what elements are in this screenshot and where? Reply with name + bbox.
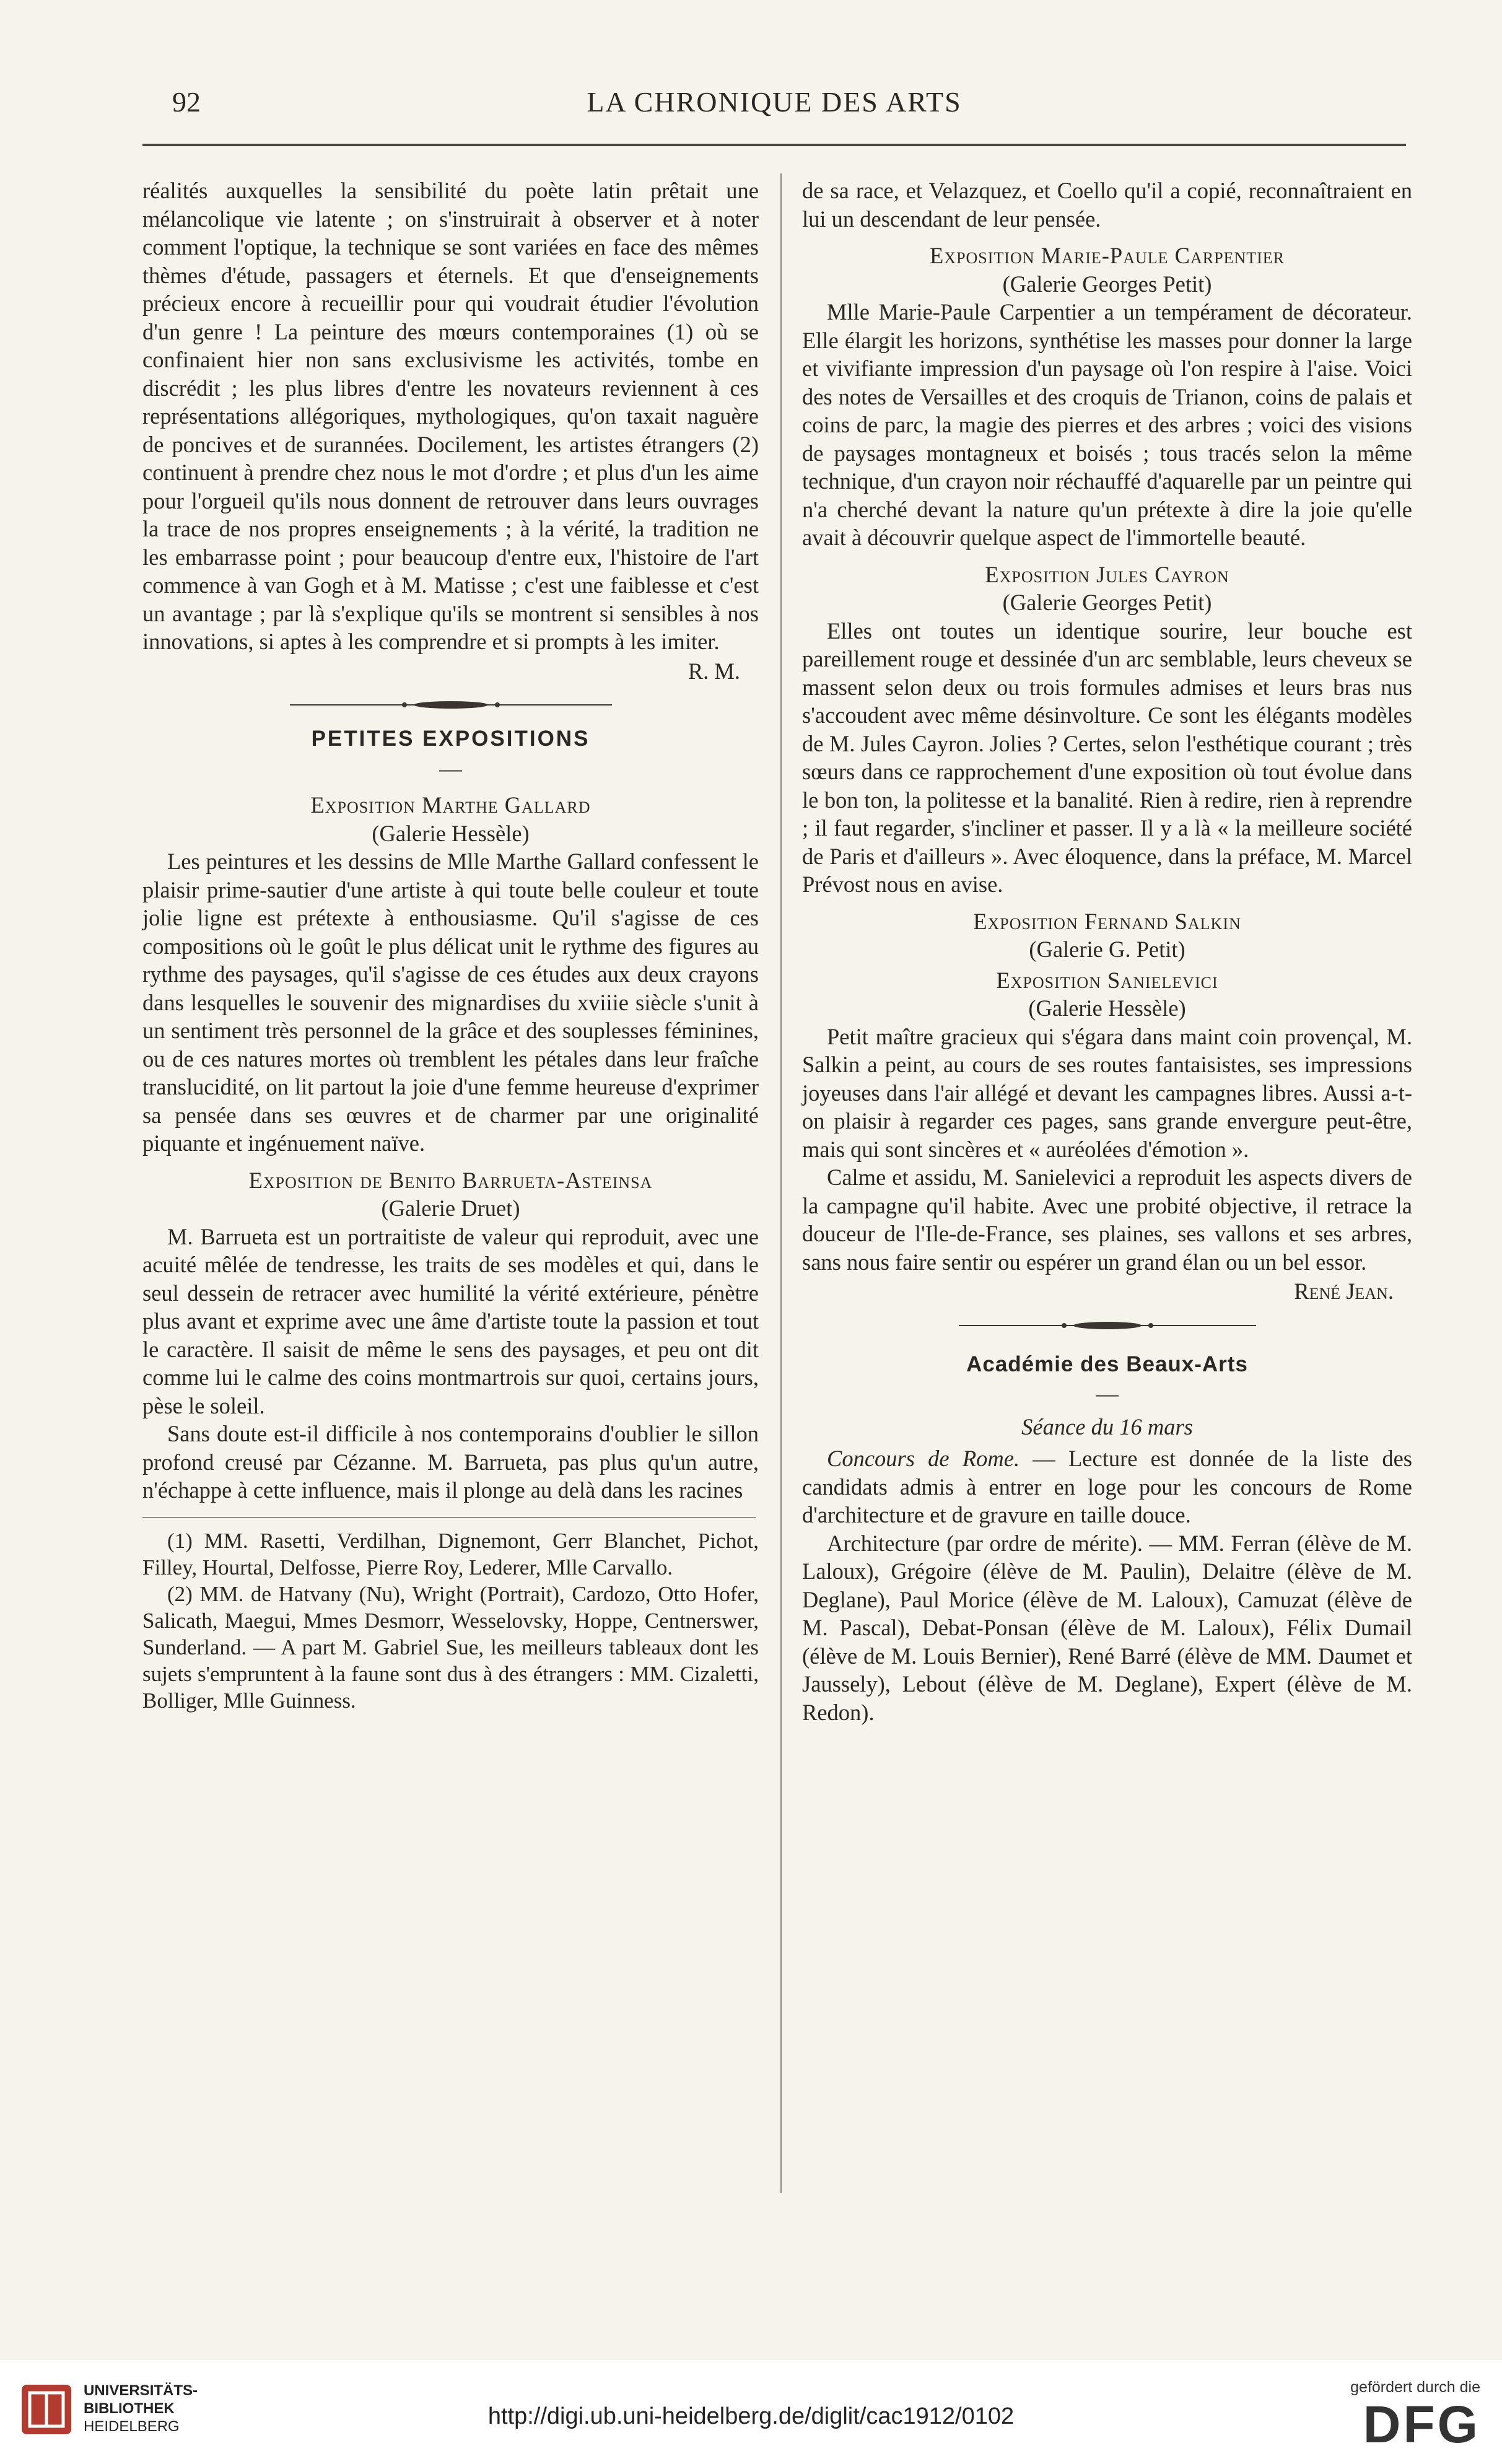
signature-rene-jean: René Jean.: [1294, 1278, 1394, 1304]
concours-paragraph: [802, 1444, 1412, 1529]
gallery-carpentier: (Galerie Georges Petit): [1002, 271, 1212, 297]
text-carpentier: Mlle Marie-Paule Carpentier a un tempérament de décorateur. Elle élargit les horizons, synthétise les masses pour donner la large et vivifiante impression d'un paysage où l'on respire à l'aise. Voici des notes de Versailles et des croquis de Trianon, coins de palais et coins de parc, la magie des pierres et des arbres ; voici des visions de paysages montagneux et boisés ; tous tracés selon la même technique, d'un crayon noir réchauffé d'aquarelle par un peintre qui n'a cherché devant la nature qu'un prétexte à dire la joie qu'elle avait à découvrir quelque aspect de l'immortelle beauté.: [802, 299, 1412, 550]
gallery-sanielevici: (Galerie Hessèle): [1028, 995, 1186, 1021]
seance-date: Séance du 16 mars: [1021, 1413, 1193, 1440]
dfg-logo: DFG: [1363, 2395, 1480, 2453]
gallery-barrueta: (Galerie Druet): [381, 1195, 520, 1221]
academie-dash: —: [1096, 1381, 1119, 1406]
source-url-link[interactable]: http://digi.ub.uni-heidelberg.de/diglit/cac1912/0102: [487, 2403, 1015, 2429]
heading-carpentier: Exposition Marie-Paule Carpentier: [930, 243, 1285, 268]
text-salkin: Petit maître gracieux qui s'égara dans maint coin provençal, M. Salkin a peint, au cours de ses routes fantaisistes, ses impressions joyeuses dans l'air allégé et devant les campagnes libres. Aussi a-t-on plaisir à regarder ces pages, sans grande envergure peut-être, mais qui sont sincères et « auréolées d'émotion ».: [802, 1023, 1412, 1162]
text-barrueta-continued: de sa race, et Velazquez, et Coello qu'il a copié, reconnaîtraient en lui un descendant de leur pensée.: [802, 178, 1412, 232]
left-column: [142, 177, 759, 1714]
text-gallard: Les peintures et les dessins de Mlle Marthe Gallard confessent le plaisir prime-sautier d'une artiste à qui toute belle couleur et toute jolie ligne est prétexte à enthousiasme. Qu'il s'agisse de ces compositions où le goût le plus délicat unit le rythme des figures au rythme des paysages, qu'il s'agisse de ces études aux deux crayons dans lesquelles le souvenir des mignardises du xviiie siècle s'unit à un sentiment très personnel de la grâce et des souplesses féminines, ou de ces natures mortes où tremblent les pétales dans leur fraîche translucidité, on lit partout la joie d'une femme heureuse d'exprimer sa pensée dans ses œuvres et de charmer par une originalité piquante et ingénuement naïve.: [142, 849, 759, 1156]
gallery-salkin: (Galerie G. Petit): [1029, 937, 1185, 962]
section-title-petites-expositions: PETITES EXPOSITIONS: [311, 727, 590, 751]
library-line-3: HEIDELBERG: [84, 2418, 180, 2435]
heading-barrueta: Exposition de Benito Barrueta-Asteinsa: [248, 1167, 653, 1193]
footnote-2: (2) MM. de Hatvany (Nu), Wright (Portrait), Cardozo, Otto Hofer, Salicath, Maegui, Mmes Desmorr, Wesselovsky, Hoppe, Centnerswer, Sunderland. — A part M. Gabriel Sue, les meilleurs tableaux dont les sujets s'empruntent à la faune sont dus à des étrangers : MM. Cizaletti, Bolliger, Mlle Guinness.: [142, 1581, 759, 1713]
right-column: [802, 177, 1412, 1726]
gallery-gallard: (Galerie Hessèle): [372, 820, 530, 846]
column-separator: [780, 173, 782, 2193]
intro-signature: R. M.: [688, 658, 740, 684]
footnote-rule: [142, 1517, 756, 1518]
footnotes: [142, 1527, 759, 1714]
architecture-paragraph: Architecture (par ordre de mérite). — MM. Ferran (élève de M. Laloux), Grégoire (élève de M. Paulin), Delaitre (élève de M. Deglane), Paul Morice (élève de M. Laloux), Camuzat (élève de M. Pascal), Debat-Ponsan (élève de M. Laloux), Félix Dumail (élève de M. Louis Bernier), René Barré (élève de MM. Daumet et Jaussely), Lebout (élève de M. Deglane), Expert (élève de M. Redon).: [802, 1530, 1412, 1725]
section-dash: —: [439, 755, 462, 781]
page-number: 92: [172, 86, 201, 118]
library-line-1: UNIVERSITÄTS-: [84, 2382, 198, 2399]
ornament-divider-2: [959, 1321, 1256, 1330]
text-sanielevici: Calme et assidu, M. Sanielevici a reproduit les aspects divers de la campagne qu'il habite. Avec une probité objective, il retrace la douceur de l'Ile-de-France, ses plaines, ses vallons et ses arbres, sans nous faire sentir ou espérer un grand élan ou un bel essor.: [802, 1164, 1412, 1275]
heading-cayron: Exposition Jules Cayron: [985, 561, 1229, 587]
gallery-cayron: (Galerie Georges Petit): [1002, 590, 1212, 615]
library-line-2: BIBLIOTHEK: [84, 2400, 175, 2417]
concours-text: — Lecture est donnée de la liste des candidats admis à entrer en loge pour les concours de Rome d'architecture et de gravure en taille douce.: [802, 1446, 1412, 1527]
intro-paragraph: réalités auxquelles la sensibilité du poète latin prêtait une mélancolique vie latente ; on s'instruirait à observer et à noter comment l'optique, la technique se sont variées en face des mêmes thèmes d'étude, passagers et éternels. Et que d'enseignements précieux encore à recueillir pour qui voudrait étudier l'évolution d'un genre ! La peinture des mœurs contemporaines (1) où se confinaient hier non sans exclusivisme les activités, tombe en discrédit ; les plus libres d'entre les novateurs reviennent à ces représentations allégoriques, mythologiques, qu'on taxait naguère de poncives et de surannées. Docilement, les artistes étrangers (2) continuent à prendre chez nous le mot d'ordre ; et plus d'un les aime pour l'orgueil qu'ils nous donnent de retrouver dans leurs ouvrages la trace de nos propres enseignements ; à la vérité, la tradition ne les embarrasse point ; pour beaucoup d'entre eux, l'histoire de l'art commence à van Gogh et à M. Matisse ; c'est une faiblesse et c'est un avantage ; par là s'explique qu'ils se montrent si sensibles à nos innovations, si aptes à les comprendre et si prompts à les imiter.: [142, 178, 759, 654]
funded-by-text: gefördert durch die: [1350, 2379, 1480, 2396]
text-barrueta-2: Sans doute est-il difficile à nos contemporains d'oublier le sillon profond creusé par Cézanne. M. Barrueta, pas plus qu'un autre, n'échappe à cette influence, mais il plonge au delà dans les racines: [142, 1421, 759, 1503]
journal-title: LA CHRONIQUE DES ARTS: [587, 86, 962, 118]
page-header: [142, 85, 1406, 129]
text-barrueta-1: M. Barrueta est un portraitiste de valeur qui reproduit, avec une acuité mêlée de tendresse, les traits de ses modèles et qui, dans le seul dessein de retracer avec humilité la vérité extérieure, pénètre plus avant et exprime avec une âme d'artiste toute la passion et tout le caractère. Il saisit de même le sens des paysages, et peu ont dit comme lui le calme des coins montmartrois sur quoi, certains jours, pèse le soleil.: [142, 1223, 759, 1418]
text-cayron: Elles ont toutes un identique sourire, leur bouche est pareillement rouge et dessinée d'un arc semblable, leurs cheveux se massent selon deux ou trois formules admises et leurs bras nus s'accoudent avec même désinvolture. Ce sont les élégants modèles de M. Jules Cayron. Jolies ? Certes, selon l'esthétique courant ; très sœurs dans ce rapprochement d'une exposition où tout évolue dans le bon ton, la politesse et la banalité. Rien à redire, rien à reprendre ; il faut regarder, s'incliner et passer. Il y a là « la meilleure société de Paris et d'ailleurs ». Avec éloquence, dans la préface, M. Marcel Prévost nous en avise.: [802, 618, 1412, 897]
heading-gallard: Exposition Marthe Gallard: [310, 792, 591, 818]
section-title-academie: Académie des Beaux-Arts: [966, 1352, 1248, 1376]
header-rule: [142, 144, 1406, 146]
footnote-1: (1) MM. Rasetti, Verdilhan, Dignemont, Gerr Blanchet, Pichot, Filley, Hourtal, Delfosse, Pierre Roy, Lederer, Mlle Carvallo.: [142, 1528, 759, 1579]
ornament-divider: [290, 700, 612, 710]
heading-salkin: Exposition Fernand Salkin: [973, 908, 1241, 934]
heading-sanielevici: Exposition Sanielevici: [996, 967, 1218, 993]
concours-label: Concours de Rome.: [827, 1446, 1020, 1471]
